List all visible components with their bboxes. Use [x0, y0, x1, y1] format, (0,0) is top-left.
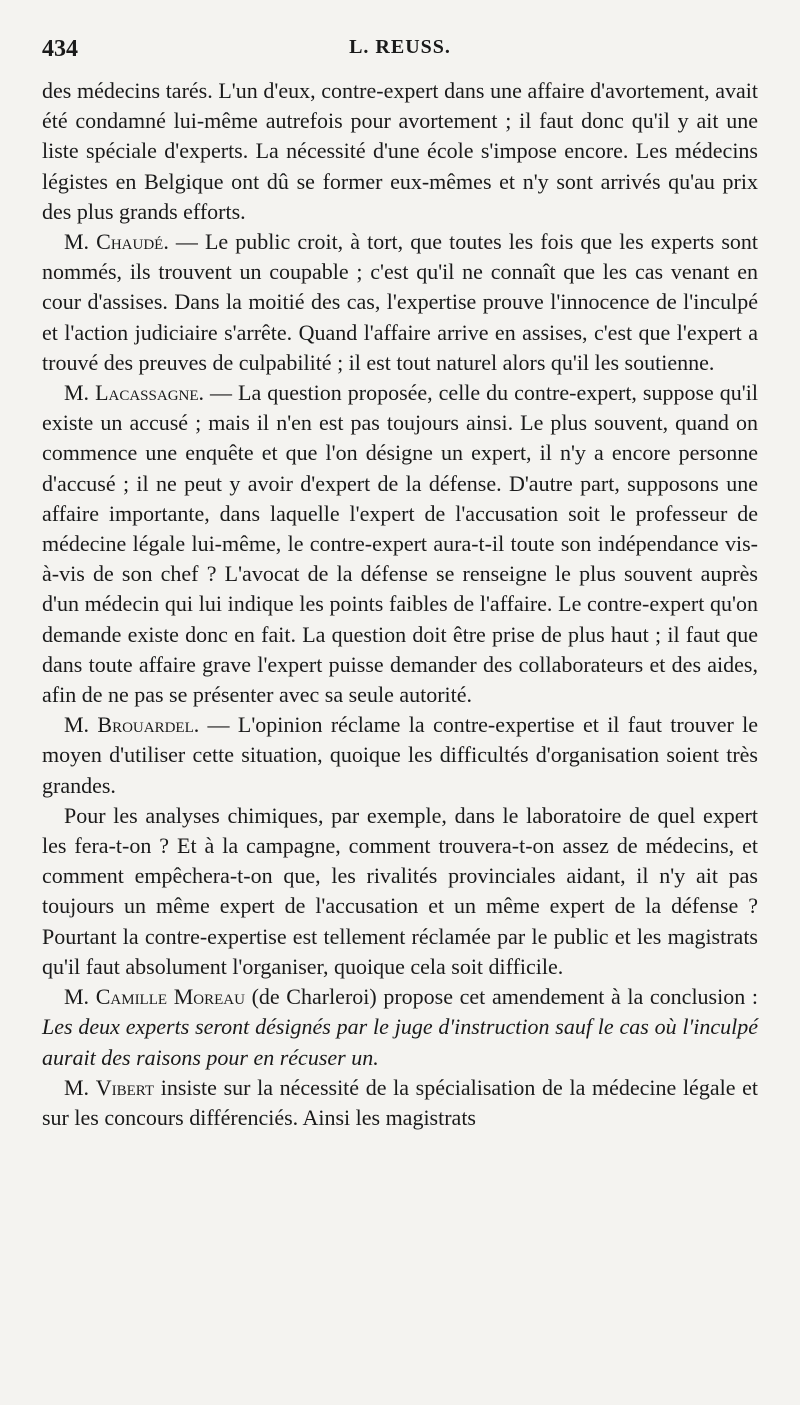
document-body	[42, 76, 758, 1133]
speaker-name: Brouardel.	[97, 712, 200, 738]
page-header	[42, 28, 758, 76]
paragraph-text: (de Charleroi) propose cet amendement à la conclusion :	[244, 984, 758, 1010]
speaker-prefix: M.	[64, 712, 98, 738]
paragraph-brouardel	[42, 710, 758, 801]
paragraph-text: insiste sur la nécessité de la spécialisation de la médecine légale et sur les concours différenciés. Ainsi les magistrats	[42, 1074, 758, 1130]
speaker-name: Vibert	[95, 1074, 155, 1100]
paragraph-text: des médecins tarés. L'un d'eux, contre-expert dans une affaire d'avortement, avait été condamné lui-même autrefois pour avortement ; il faut donc qu'il y ait une liste spéciale d'experts. La nécessité d'une école s'impose encore. Les médecins légistes en Belgique ont dû se former eux-mêmes et n'y sont arrivés qu'au prix des plus grands efforts.	[42, 78, 758, 224]
paragraph-continuation	[42, 76, 758, 227]
speaker-prefix: M.	[64, 984, 96, 1010]
speaker-prefix: M.	[64, 380, 96, 406]
running-head: L. REUSS.	[349, 36, 451, 58]
speaker-name: Camille Moreau	[95, 984, 245, 1010]
paragraph-text: Pour les analyses chimiques, par exemple, dans le laboratoire de quel expert les fera-t-on ? Et à la campagne, comment trouvera-t-on assez de médecins, et comment empêchera-t-on que, les rivalités provinciales aidant, il n'y ait pas toujours un même expert de l'accusation et un même expert de la défense ? Pourtant la contre-expertise est tellement réclamée par le public et les magistrats qu'il faut absolument l'organiser, quoique cela soit difficile.	[42, 802, 758, 979]
speaker-prefix: M.	[64, 1074, 96, 1100]
page-number: 434	[42, 36, 78, 62]
paragraph-text: — Le public croit, à tort, que toutes les fois que les experts sont nommés, ils trouvent un coupable ; c'est qu'il ne connaît que les cas venant en cour d'assises. Dans la moitié des cas, l'expertise prouve l'innocence de l'inculpé et l'action judiciaire s'arrête. Quand l'affaire arrive en assises, c'est que l'expert a trouvé des preuves de culpabilité ; il est tout naturel alors qu'il les soutienne.	[42, 229, 759, 375]
amendment-text: Les deux experts seront désignés par le juge d'instruction sauf le cas où l'inculpé aurait des raisons pour en récuser un.	[42, 1014, 758, 1070]
speaker-prefix: M.	[64, 229, 97, 255]
paragraph-moreau	[42, 982, 758, 1073]
paragraph-text: — La question proposée, celle du contre-expert, suppose qu'il existe un accusé ; mais il n'en est pas toujours ainsi. Le plus souvent, quand on commence une enquête et que l'on désigne un expert, il n'y a encore personne d'accusé ; il ne peut y avoir d'expert de la défense. D'autre part, supposons une affaire importante, dans laquelle l'expert de l'accusation soit le professeur de médecine légale lui-même, le contre-expert aura-t-il toute son indépendance vis-à-vis de son chef ? L'avocat de la défense se renseigne le plus souvent auprès d'un médecin qui lui indique les points faibles de l'affaire. Le contre-expert qu'on demande existe donc en fait. La question doit être prise de plus haut ; il faut que dans toute affaire grave l'expert puisse demander des collaborateurs et des aides, afin de ne pas se présenter avec sa seule autorité.	[42, 380, 759, 708]
paragraph-text: — L'opinion réclame la contre-expertise et il faut trouver le moyen d'utiliser cette situation, quoique les difficultés d'organisation soient très grandes.	[42, 712, 758, 798]
paragraph-lacassagne	[42, 378, 758, 710]
speaker-name: Chaudé.	[96, 229, 169, 255]
speaker-name: Lacassagne.	[95, 380, 205, 406]
paragraph-vibert	[42, 1073, 758, 1133]
paragraph-chaude	[42, 227, 758, 378]
paragraph-analyses	[42, 801, 758, 982]
